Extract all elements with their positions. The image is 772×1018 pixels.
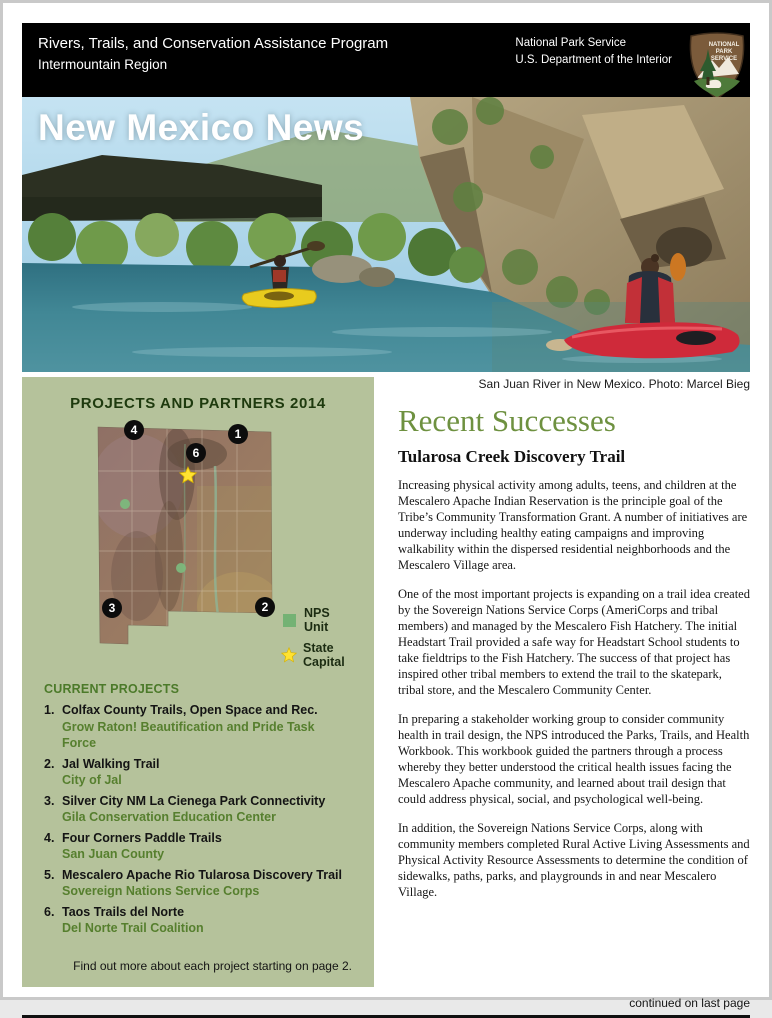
article-paragraph: In addition, the Sovereign Nations Service Corps, along with community members completed Rural Active Living Assessments and Physical Activity Resource Assessments to determine the condition of sidewalks, paths, parks, and playgrounds in and near Mescalero Village. <box>398 821 750 900</box>
svg-text:3: 3 <box>108 601 116 616</box>
recent-successes-heading: Recent Successes <box>398 403 616 438</box>
region-title: Intermountain Region <box>38 56 168 72</box>
body-columns <box>22 377 750 987</box>
project-partner: Gila Conservation Education Center <box>62 810 276 824</box>
new-mexico-map-graphic <box>97 423 272 646</box>
project-number: 5. <box>44 867 55 882</box>
svg-text:4: 4 <box>130 423 138 438</box>
project-partner: Grow Raton! Beautification and Pride Task Force <box>62 719 315 750</box>
nps-unit-swatch-icon <box>283 614 296 627</box>
map-marker-3 <box>102 598 122 618</box>
newsletter-title: New Mexico News <box>38 107 365 148</box>
current-projects-heading: CURRENT PROJECTS <box>44 682 180 696</box>
header-program-block <box>38 33 388 75</box>
photo-caption: San Juan River in New Mexico. Photo: Marcel Bieg <box>478 377 750 391</box>
project-number: 3. <box>44 793 55 808</box>
project-number: 4. <box>44 830 55 845</box>
project-list-item <box>44 756 352 789</box>
project-list-item <box>44 904 352 937</box>
program-title: Rivers, Trails, and Conservation Assistance Program <box>38 35 389 52</box>
project-title: Colfax County Trails, Open Space and Rec. <box>62 703 318 717</box>
svg-text:1: 1 <box>234 427 242 442</box>
project-list-item <box>44 702 352 752</box>
sidebar-heading: PROJECTS AND PARTNERS 2014 <box>70 395 326 412</box>
map-legend <box>283 606 352 676</box>
project-number: 2. <box>44 756 55 771</box>
continued-note: continued on last page <box>629 995 750 1010</box>
bottom-rule <box>22 1015 750 1018</box>
project-partner: Del Norte Trail Coalition <box>62 921 204 935</box>
project-title: Mescalero Apache Rio Tularosa Discovery Trail <box>62 867 342 882</box>
legend-label: NPS Unit <box>304 606 330 634</box>
project-partner: Sovereign Nations Service Corps <box>62 884 260 898</box>
project-title: Jal Walking Trail <box>62 756 160 771</box>
svg-text:6: 6 <box>192 446 200 461</box>
projects-sidebar <box>22 377 374 987</box>
header-bar <box>22 23 750 97</box>
agency-lines <box>515 35 672 68</box>
header-agency-block <box>515 33 748 101</box>
new-mexico-map <box>44 423 352 669</box>
project-list-item <box>44 793 352 826</box>
map-marker-4 <box>124 420 144 440</box>
photo-banner <box>22 97 750 372</box>
project-title: Silver City NM La Cienega Park Connectivity <box>62 793 326 808</box>
article-column <box>398 377 750 987</box>
article-paragraph: Increasing physical activity among adults, teens, and children at the Mescalero Apache Indian Reservation is the principle goal of the Tribe’s Community Transformation Grant. A number of initiatives are underway including healthy eating campaigns and improving walkability within the dispersed residential neighborhoods and the Mescalero Village area. <box>398 478 748 573</box>
state-capital-star-icon <box>281 647 297 663</box>
project-number: 1. <box>44 703 55 717</box>
agency-name: National Park Service <box>515 37 626 49</box>
department-name: U.S. Department of the Interior <box>515 53 672 66</box>
logo-text-line2: PARK <box>715 49 733 55</box>
project-list-item <box>44 867 352 900</box>
legend-label: State Capital <box>303 641 345 669</box>
article-paragraph: One of the most important projects is expanding on a trail idea created by the Sovereign Nations Service Corps (AmeriCorps and tribal members) and managed by the Mescalero Fish Hatchery. The initial Headstart Trail provided a safe way for Headstart School students to take fieldtrips to the Fish Hatchery. The success of that project has inspired other tribal members to extend the trail to the skatepark, tribal store, and the Mescalero Community Center. <box>398 587 750 698</box>
project-partner: San Juan County <box>62 847 165 861</box>
project-title: Four Corners Paddle Trails <box>62 830 222 845</box>
svg-text:2: 2 <box>261 600 269 615</box>
project-number: 6. <box>44 904 55 919</box>
project-list-item <box>44 830 352 863</box>
project-title: Taos Trails del Norte <box>62 904 185 919</box>
map-marker-1 <box>228 424 248 444</box>
logo-text-line1: NATIONAL <box>708 42 740 48</box>
article-subheading: Tularosa Creek Discovery Trail <box>398 447 626 467</box>
sidebar-footnote: Find out more about each project starting on page 2. <box>73 958 352 973</box>
legend-nps-unit <box>283 606 352 634</box>
legend-state-capital <box>283 641 352 669</box>
logo-text-line3: SERVICE <box>710 56 738 62</box>
map-marker-2 <box>255 597 275 617</box>
nps-arrowhead-icon <box>686 29 748 101</box>
article-paragraph: In preparing a stakeholder working group to consider community health in trail design, the NPS introduced the Parks, Trails, and Health Workbook. This workbook guided the partners through a process whereby they better understood the critical health issues facing the Mescalero Apache community, and learned about trail design that could address physical, social, and psychological well-being. <box>398 712 750 807</box>
project-partner: City of Jal <box>62 773 122 787</box>
map-marker-6 <box>186 443 206 463</box>
